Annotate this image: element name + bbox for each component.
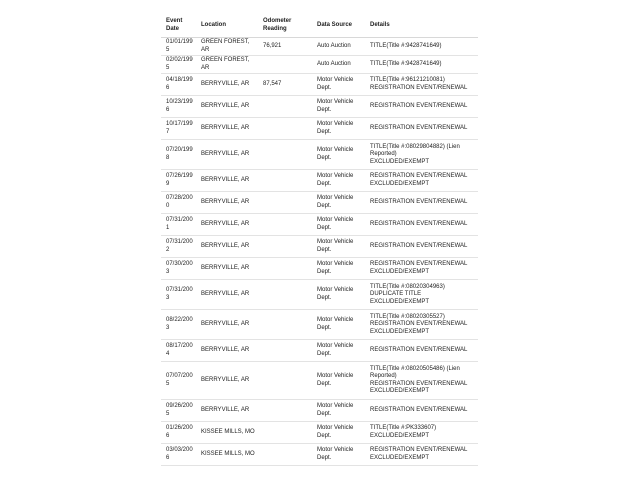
cell-event-date: 07/31/2003 [161,280,196,310]
table-row [161,400,478,422]
cell-data-source: Motor Vehicle Dept. [312,118,365,140]
cell-location: BERRYVILLE, AR [196,362,258,400]
cell-data-source: Motor Vehicle Dept. [312,214,365,236]
cell-odometer [258,96,312,118]
cell-details [365,96,478,118]
cell-location: BERRYVILLE, AR [196,192,258,214]
cell-event-date: 04/18/1996 [161,74,196,96]
cell-event-date: 01/01/1995 [161,38,196,56]
cell-location: KISSEE MILLS, MO [196,422,258,444]
col-header-event-date: Event Date [161,14,196,38]
cell-details [365,192,478,214]
table-row [161,362,478,400]
cell-event-date: 07/31/2001 [161,214,196,236]
cell-odometer [258,444,312,466]
cell-event-date: 07/07/2005 [161,362,196,400]
details-line: TITLE(Title #:08029804882) (Lien Reported) [370,143,460,158]
details-line: TITLE(Title #:9428741649) [370,42,442,49]
details-line: REGISTRATION EVENT/RENEWAL [370,243,468,250]
details-line: REGISTRATION EVENT/RENEWAL [370,321,468,328]
details-line: REGISTRATION EVENT/RENEWAL [370,447,468,454]
cell-data-source: Motor Vehicle Dept. [312,400,365,422]
cell-details [365,422,478,444]
cell-location: BERRYVILLE, AR [196,96,258,118]
details-line: EXCLUDED/EXEMPT [370,328,430,335]
cell-details [365,444,478,466]
cell-location: BERRYVILLE, AR [196,74,258,96]
cell-odometer: 76,921 [258,38,312,56]
cell-details [365,400,478,422]
cell-odometer [258,56,312,74]
history-table [161,14,478,466]
details-line: TITLE(Title #:96121210081) [370,77,445,84]
cell-odometer [258,422,312,444]
table-row [161,310,478,340]
cell-event-date: 02/02/1995 [161,56,196,74]
table-row [161,38,478,56]
vehicle-history-report [161,14,478,466]
cell-location: BERRYVILLE, AR [196,280,258,310]
cell-details [365,340,478,362]
cell-event-date: 03/03/2006 [161,444,196,466]
cell-data-source: Motor Vehicle Dept. [312,422,365,444]
cell-details [365,280,478,310]
cell-details [365,258,478,280]
table-row [161,170,478,192]
cell-location: BERRYVILLE, AR [196,310,258,340]
details-line: DUPLICATE TITLE [370,291,422,298]
details-line: TITLE(Title #:08020305527) [370,313,445,320]
cell-data-source: Motor Vehicle Dept. [312,236,365,258]
table-row [161,422,478,444]
details-line: REGISTRATION EVENT/RENEWAL [370,407,468,414]
col-header-location: Location [196,14,258,38]
cell-data-source: Motor Vehicle Dept. [312,74,365,96]
table-row [161,140,478,170]
table-body [161,38,478,466]
cell-details [365,38,478,56]
cell-odometer [258,340,312,362]
cell-data-source: Auto Auction [312,56,365,74]
cell-data-source: Motor Vehicle Dept. [312,192,365,214]
table-row [161,118,478,140]
cell-event-date: 08/17/2004 [161,340,196,362]
cell-details [365,362,478,400]
cell-location: BERRYVILLE, AR [196,140,258,170]
cell-data-source: Motor Vehicle Dept. [312,170,365,192]
cell-event-date: 07/30/2003 [161,258,196,280]
cell-odometer [258,236,312,258]
table-row [161,96,478,118]
cell-odometer [258,118,312,140]
cell-location: GREEN FOREST, AR [196,38,258,56]
cell-event-date: 07/26/1999 [161,170,196,192]
cell-event-date: 08/22/2003 [161,310,196,340]
details-line: TITLE(Title #:PK333607) [370,425,437,432]
cell-event-date: 09/26/2005 [161,400,196,422]
cell-odometer [258,140,312,170]
cell-data-source: Motor Vehicle Dept. [312,96,365,118]
table-row [161,444,478,466]
cell-odometer [258,280,312,310]
details-line: TITLE(Title #:9428741649) [370,61,442,68]
details-line: REGISTRATION EVENT/RENEWAL [370,261,468,268]
cell-data-source: Motor Vehicle Dept. [312,140,365,170]
cell-location: BERRYVILLE, AR [196,340,258,362]
details-line: TITLE(Title #:08020304963) [370,283,445,290]
details-line: EXCLUDED/EXEMPT [370,388,430,395]
cell-location: BERRYVILLE, AR [196,118,258,140]
cell-odometer [258,214,312,236]
details-line: EXCLUDED/EXEMPT [370,158,430,165]
cell-data-source: Motor Vehicle Dept. [312,258,365,280]
details-line: EXCLUDED/EXEMPT [370,268,430,275]
cell-odometer: 87,547 [258,74,312,96]
cell-event-date: 10/23/1996 [161,96,196,118]
cell-data-source: Motor Vehicle Dept. [312,444,365,466]
cell-details [365,236,478,258]
cell-location: KISSEE MILLS, MO [196,444,258,466]
cell-location: GREEN FOREST, AR [196,56,258,74]
details-line: REGISTRATION EVENT/RENEWAL [370,221,468,228]
cell-data-source: Motor Vehicle Dept. [312,340,365,362]
cell-details [365,56,478,74]
cell-event-date: 07/28/2000 [161,192,196,214]
cell-location: BERRYVILLE, AR [196,214,258,236]
cell-odometer [258,362,312,400]
cell-data-source: Motor Vehicle Dept. [312,362,365,400]
cell-event-date: 07/20/1998 [161,140,196,170]
details-line: EXCLUDED/EXEMPT [370,432,430,439]
cell-odometer [258,400,312,422]
table-row [161,258,478,280]
cell-odometer [258,192,312,214]
table-row [161,280,478,310]
col-header-data-source: Data Source [312,14,365,38]
cell-details [365,118,478,140]
cell-details [365,214,478,236]
col-header-odometer: Odometer Reading [258,14,312,38]
cell-details [365,310,478,340]
table-row [161,236,478,258]
details-line: REGISTRATION EVENT/RENEWAL [370,125,468,132]
details-line: REGISTRATION EVENT/RENEWAL [370,199,468,206]
details-line: REGISTRATION EVENT/RENEWAL [370,347,468,354]
table-row [161,214,478,236]
cell-location: BERRYVILLE, AR [196,258,258,280]
details-line: REGISTRATION EVENT/RENEWAL [370,84,468,91]
details-line: EXCLUDED/EXEMPT [370,180,430,187]
cell-data-source: Motor Vehicle Dept. [312,310,365,340]
details-line: TITLE(Title #:08020505486) (Lien Reported) [370,366,460,380]
cell-details [365,74,478,96]
cell-details [365,140,478,170]
cell-odometer [258,170,312,192]
cell-location: BERRYVILLE, AR [196,400,258,422]
table-row [161,74,478,96]
cell-data-source: Auto Auction [312,38,365,56]
details-line: REGISTRATION EVENT/RENEWAL [370,380,468,387]
cell-event-date: 10/17/1997 [161,118,196,140]
cell-odometer [258,310,312,340]
details-line: REGISTRATION EVENT/RENEWAL [370,173,468,180]
table-row [161,340,478,362]
col-header-details: Details [365,14,478,38]
table-row [161,192,478,214]
cell-odometer [258,258,312,280]
cell-event-date: 01/26/2006 [161,422,196,444]
cell-details [365,170,478,192]
details-line: REGISTRATION EVENT/RENEWAL [370,103,468,110]
cell-location: BERRYVILLE, AR [196,236,258,258]
table-row [161,56,478,74]
cell-data-source: Motor Vehicle Dept. [312,280,365,310]
details-line: EXCLUDED/EXEMPT [370,298,430,305]
table-header-row [161,14,478,38]
cell-event-date: 07/31/2002 [161,236,196,258]
details-line: EXCLUDED/EXEMPT [370,454,430,461]
cell-location: BERRYVILLE, AR [196,170,258,192]
